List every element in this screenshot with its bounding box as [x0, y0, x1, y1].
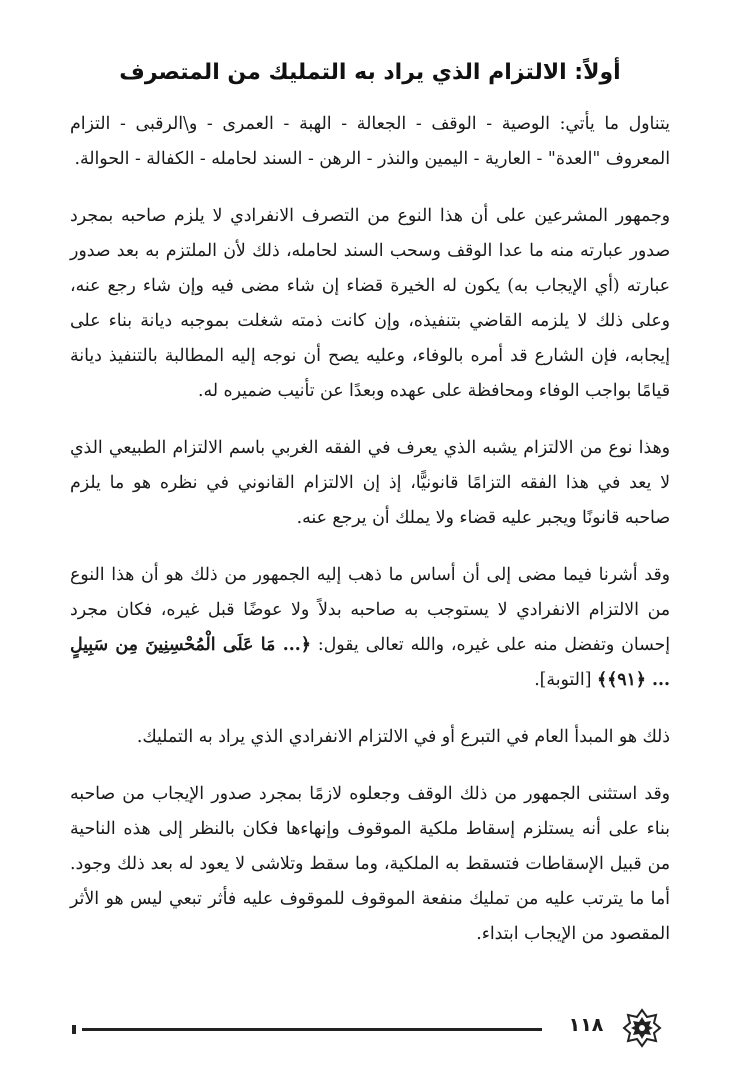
paragraph-2: وجمهور المشرعين على أن هذا النوع من التصرف الانفرادي لا يلزم صاحبه بمجرد صدور عبارته منه ما عدا الوقف وسحب السند لحامله، ذلك لأن الملتزم به بعد صدور عبارته (أي الإيجاب به) يكون له الخيرة قضاء إن شاء مضى فيه وإن شاء رجع عنه، وعلى ذلك لا يلزمه القاضي بتنفيذه، وإن كانت ذمته شغلت بموجبه ديانة بناء على إيجابه، فإن الشارع قد أمره بالوفاء، وعليه يصح أن نوجه إليه المطالبة بالتنفيذ ديانة قيامًا بواجب الوفاء ومحافظة على عهده وبعدًا عن تأنيب ضميره له. [70, 206, 670, 401]
page-footer [70, 1010, 690, 1050]
paragraph-1: يتناول ما يأتي: الوصية - الوقف - الجعالة - الهبة - العمرى - و\الرقبى - التزام المعروف "العدة" - العارية - اليمين والنذر - الرهن - السند لحامله - الكفالة - الحوالة. [70, 114, 670, 169]
paragraph-3: وهذا نوع من الالتزام يشبه الذي يعرف في الفقه الغربي باسم الالتزام الطبيعي الذي لا يعد في هذا الفقه التزامًا قانونيًّا، إذ إن الالتزام القانوني في نظره هو ما يلزم صاحبه قانونًا ويجبر عليه قضاء ولا يملك أن يرجع عنه. [70, 438, 670, 528]
page-content [70, 60, 670, 974]
star-ornament-icon [622, 1008, 662, 1048]
section-heading: أولاً: الالتزام الذي يراد به التمليك من المتصرف [119, 60, 621, 85]
paragraph-4 [70, 558, 670, 698]
quran-verse: ﴿... مَا عَلَى الْمُحْسِنِينَ مِن سَبِيلٍ ... ﴿٩١﴾﴾ [70, 635, 670, 690]
footer-rule [82, 1028, 542, 1031]
paragraph-6: وقد استثنى الجمهور من ذلك الوقف وجعلوه لازمًا بمجرد صدور الإيجاب من صاحبه بناء على أنه يستلزم إسقاط ملكية الموقوف وإنهاءها فكان بالنظر إلى هذه الناحية من قبيل الإسقاطات فتسقط به الملكية، وما سقط وتلاشى لا يعود له بعد ذلك وجود. أما ما يترتب عليه من تمليك منفعة الموقوف للموقوف عليه فأثر تبعي ليس هو الأثر المقصود من الإيجاب ابتداء. [70, 784, 670, 944]
paragraph-4-text: وقد أشرنا فيما مضى إلى أن أساس ما ذهب إليه الجمهور من ذلك هو أن هذا النوع من الالتزام الانفرادي لا يستوجب به صاحبه بدلاً ولا عوضًا قبل غيره، فكان مجرد إحسان وتفضل منه على غيره، والله تعالى يقول: [70, 565, 670, 655]
page-number: ١١٨ [568, 1014, 604, 1036]
paragraph-5: ذلك هو المبدأ العام في التبرع أو في الالتزام الانفرادي الذي يراد به التمليك. [136, 727, 670, 747]
quran-citation: [التوبة]. [534, 670, 592, 690]
